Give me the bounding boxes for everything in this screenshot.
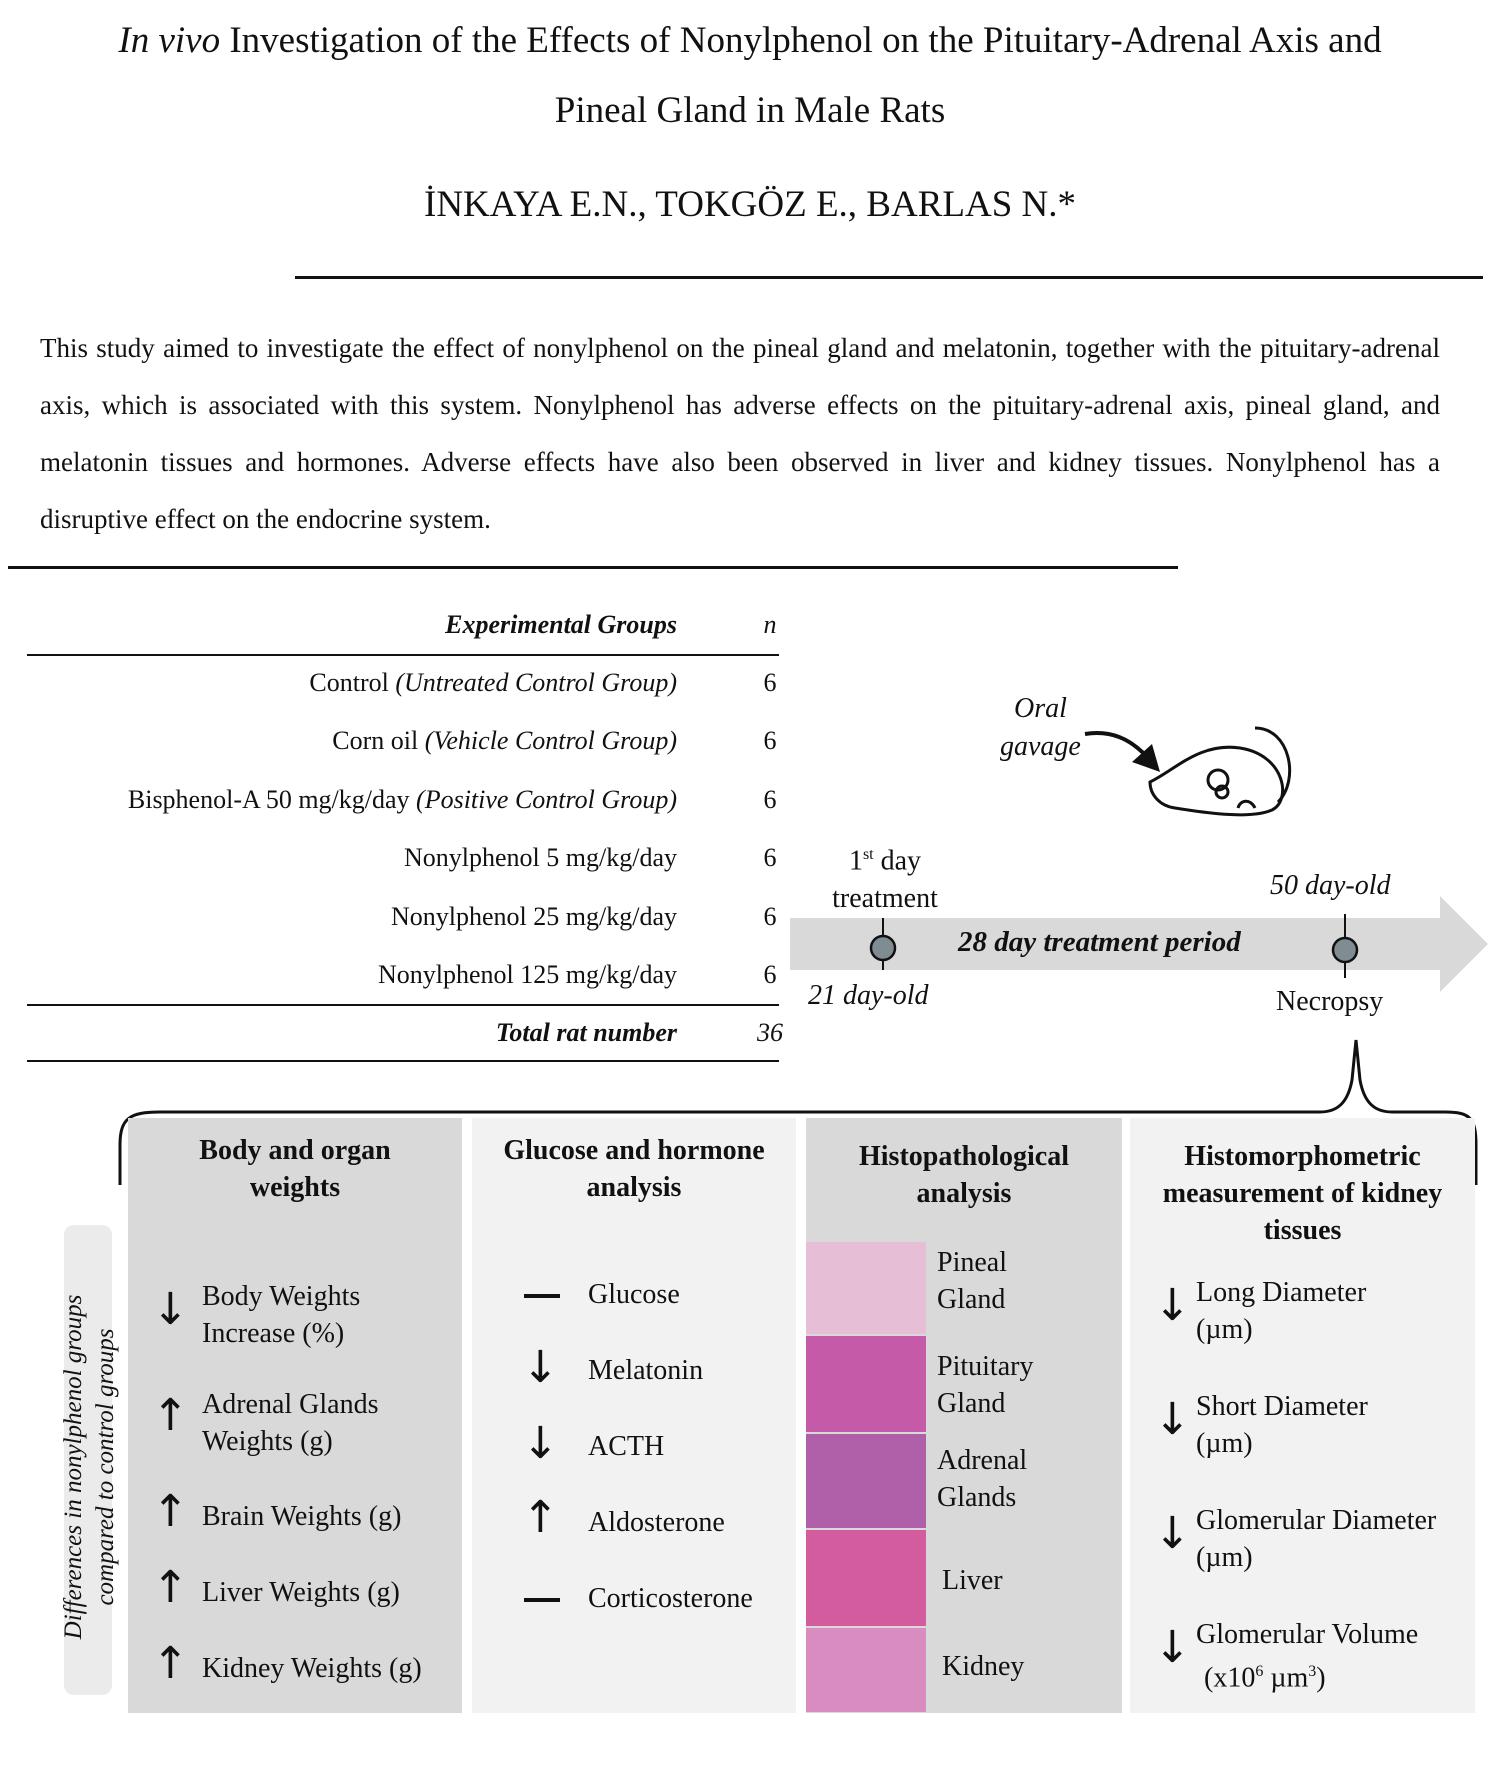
table-row-label: Control (Untreated Control Group): [309, 668, 677, 697]
panel-title: Histopathological analysis: [858, 1141, 1069, 1209]
down-arrow-icon: ↓: [1154, 1280, 1191, 1331]
down-arrow-icon: ↓: [1154, 1622, 1191, 1673]
table-row-n: 6: [763, 960, 777, 989]
histo-label: Pineal Gland: [937, 1247, 1007, 1315]
glucose-item: Corticosterone: [588, 1583, 753, 1614]
panel-title: Histomorphometric measurement of kidney tissues: [1162, 1141, 1443, 1246]
histo-label: Adrenal Glands: [937, 1445, 1028, 1513]
up-arrow-icon: ↑: [522, 1492, 559, 1543]
up-arrow-icon: ↑: [152, 1562, 189, 1613]
pituitary-micrograph: [806, 1336, 926, 1432]
down-arrow-icon: ↓: [1154, 1394, 1191, 1445]
liver-micrograph: [806, 1530, 926, 1626]
no-change-icon: [524, 1598, 560, 1602]
glucose-item: Melatonin: [588, 1355, 704, 1386]
side-label: Differences in nonylphenol groups compared to control groups: [60, 1294, 119, 1640]
histo-label: Pituitary Gland: [937, 1351, 1034, 1419]
glucose-item: ACTH: [588, 1431, 665, 1462]
panel-glucose-hormone: [472, 1118, 796, 1713]
necropsy-label: Necropsy: [1276, 986, 1384, 1017]
table-row-label: Bisphenol-A 50 mg/kg/day (Positive Control Group): [127, 785, 677, 814]
table-total-label: Total rat number: [495, 1018, 677, 1047]
title-line2: Pineal Gland in Male Rats: [554, 90, 946, 131]
gavage-arrow-line: [1085, 733, 1148, 758]
abstract: This study aimed to investigate the effect of nonylphenol on the pineal gland and melatonin, together with the pituitary-adrenal axis, which is associated with this system. Nonylphenol has adverse effects on the pituitary-adrenal axis, pineal gland, and melatonin tissues and hormones. Adverse effects have also been observed in liver and kidney tissues. Nonylphenol has a disruptive effect on the endocrine system.: [40, 333, 1440, 534]
glucose-item: Glucose: [588, 1279, 680, 1310]
body-item: Liver Weights (g): [202, 1577, 400, 1608]
no-change-icon: [524, 1294, 560, 1298]
table-row-n: 6: [763, 902, 777, 931]
morpho-item: Glomerular Volume ($x10^6$ µm$^3$): [1196, 1619, 1419, 1694]
table-header-n: n: [763, 610, 777, 639]
title-italic: In vivo: [118, 20, 221, 61]
body-item: Kidney Weights (g): [202, 1653, 422, 1684]
panel-title: Body and organ weights: [199, 1135, 391, 1203]
down-arrow-icon: ↓: [522, 1342, 559, 1393]
down-arrow-icon: ↓: [152, 1284, 189, 1335]
histo-label: Kidney: [942, 1651, 1025, 1682]
body-item: Brain Weights (g): [202, 1501, 402, 1532]
end-age-label: 50 day-old: [1270, 870, 1391, 901]
table-row-n: 6: [763, 785, 777, 814]
up-arrow-icon: ↑: [152, 1638, 189, 1689]
table-header-group: Experimental Groups: [445, 610, 677, 639]
down-arrow-icon: ↓: [1154, 1508, 1191, 1559]
up-arrow-icon: ↑: [152, 1486, 189, 1537]
body-item: Adrenal Glands Weights (g): [202, 1389, 379, 1457]
morpho-item: Glomerular Diameter (µm): [1196, 1505, 1437, 1573]
oral-gavage-label: Oral gavage: [1000, 693, 1081, 762]
start-marker: [871, 936, 895, 960]
table-row-n: 6: [763, 843, 777, 872]
body-item: Body Weights Increase (%): [202, 1281, 361, 1349]
table-row-label: Nonylphenol 5 mg/kg/day: [404, 843, 677, 872]
table-row-n: 6: [763, 726, 777, 755]
morpho-item: Long Diameter (µm): [1196, 1277, 1367, 1345]
table-row-label: Nonylphenol 125 mg/kg/day: [378, 960, 677, 989]
table-row-n: 6: [763, 668, 777, 697]
up-arrow-icon: ↑: [152, 1390, 189, 1441]
panel-title: Glucose and hormone analysis: [503, 1135, 765, 1203]
morpho-item: Short Diameter (µm): [1196, 1391, 1368, 1459]
end-marker: [1333, 938, 1357, 962]
panel-histomorphometry: [1130, 1118, 1475, 1713]
table-row-label: Corn oil (Vehicle Control Group): [332, 726, 677, 755]
down-arrow-icon: ↓: [522, 1418, 559, 1469]
pineal-micrograph: [806, 1242, 926, 1334]
first-day-label: 1st day treatment: [832, 845, 938, 915]
authors: İNKAYA E.N., TOKGÖZ E., BARLAS N.*: [424, 184, 1076, 225]
table-total-n: 36: [757, 1018, 783, 1047]
start-age-label: 21 day-old: [808, 980, 929, 1011]
adrenal-micrograph: [806, 1434, 926, 1528]
kidney-micrograph: [806, 1628, 926, 1712]
title-line1: Investigation of the Effects of Nonylphenol on the Pituitary-Adrenal Axis and: [220, 20, 1382, 61]
glucose-item: Aldosterone: [588, 1507, 725, 1538]
rat-icon: [1150, 728, 1290, 815]
period-label: 28 day treatment period: [958, 926, 1241, 958]
panel-body-weights: [128, 1118, 462, 1713]
table-row-label: Nonylphenol 25 mg/kg/day: [391, 902, 677, 931]
histo-label: Liver: [942, 1565, 1003, 1596]
